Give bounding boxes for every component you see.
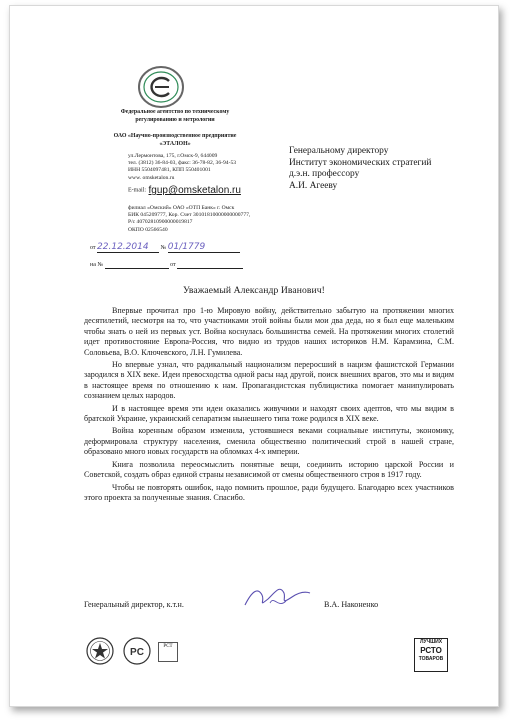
paragraph: Книга позволила переосмыслить понятные вещи, соединить историю царской России и Советской, создать образ единой страны независимой от смены общественного строя в 1917 году. — [84, 459, 454, 480]
paragraph: Но впервые узнал, что радикальный национализм переросший в нацизм фашистской Германии зародился в XIX веке. Идеи превосходства одной расы над другой, поиск внешних врагов, это мы и видим в настоящее время по отношению к нам. Пропагандистская публицистика помогает манипулировать сознанием целых народов. — [84, 360, 454, 401]
paragraph: Впервые прочитал про 1-ю Мировую войну, действительно забытую на протяжении многих десятилетий, несмотря на то, что участниками этой войны были мои два деда, но я был еще маленьким чтобы знать о ней из первых уст. Война коснулась большинства семей. На протяжении многих столетий идет противостояние Европа-Россия, что видно из трудов наших историков Н.М. Карамзина, С.М. Соловьева, В.О. Ключевского, Л.Н. Гумилева. — [84, 306, 454, 357]
company-contacts: ул.Лермонтова, 175, г.Омск-9, 644009 тел. (3812) 36-84-03, факс: 36-78-82, 36-94-53 ИНН 5504097481, КПП 550401001 www. omsketalon.ru — [128, 153, 237, 181]
registration-mark: РСТ — [158, 642, 178, 662]
svg-text:PC: PC — [130, 647, 144, 658]
letter-date: 22.12.2014 — [97, 242, 149, 252]
signer-title: Генеральный директор, к.т.н. — [84, 600, 184, 609]
bank-details: филиал «Омский» ОАО «ОТП Банк» г. Омск БИК 045209777, Кор. Счет 30101810000000000777, Р/с 40702810900000019817 ОКПО 02566540 — [128, 205, 251, 233]
quality-mark-icon — [85, 636, 115, 666]
etalon-logo — [135, 64, 187, 110]
email-link[interactable]: fgup@omsketalon.ru — [148, 185, 241, 196]
salutation: Уважаемый Александр Иванович! — [183, 285, 325, 296]
letter-page — [9, 5, 499, 707]
outgoing-reference: от 22.12.2014 № 01/1779 — [90, 242, 240, 253]
recipient-block: Генеральному директору Институт экономических стратегий д.э.н. профессору А.И. Агееву — [289, 146, 432, 191]
company-name: ОАО «Научно-производственное предприятие «ЭТАЛОН» — [113, 133, 237, 147]
letter-body — [84, 306, 454, 505]
paragraph: Война коренным образом изменила, устоявшиеся веками социальные институты, экономику, деформировала структуру населения, сменила общественно политический строй в нашей стране, образовано много новых государств на обломках 4-х империи. — [84, 426, 454, 457]
signer-name: В.А. Наконенко — [324, 600, 379, 609]
email-line — [128, 185, 241, 196]
email-label: E-mail: — [128, 187, 146, 194]
certification-mark-icon — [122, 636, 152, 666]
handwritten-signature — [240, 581, 315, 613]
agency-name: Федеральное агентство по техническому регулированию и метрологии — [120, 109, 230, 123]
letter-number: 01/1779 — [167, 242, 206, 252]
best-goods-stamp: ЛУЧШИХ РСТО ТОВАРОВ — [414, 638, 448, 672]
incoming-reference: на № от — [90, 262, 243, 269]
paragraph: Чтобы не повторять ошибок, надо помнить прошлое, ради будущего. Благодарю всех участников этого проекта за полученные знания. Спасибо. — [84, 482, 454, 502]
paragraph: И в настоящее время эти идеи оказались живучими и находят своих адептов, что мы видим в братской Украине, украинский сепаратизм нынешнего типа тоже родился в XIX веке. — [84, 403, 454, 424]
